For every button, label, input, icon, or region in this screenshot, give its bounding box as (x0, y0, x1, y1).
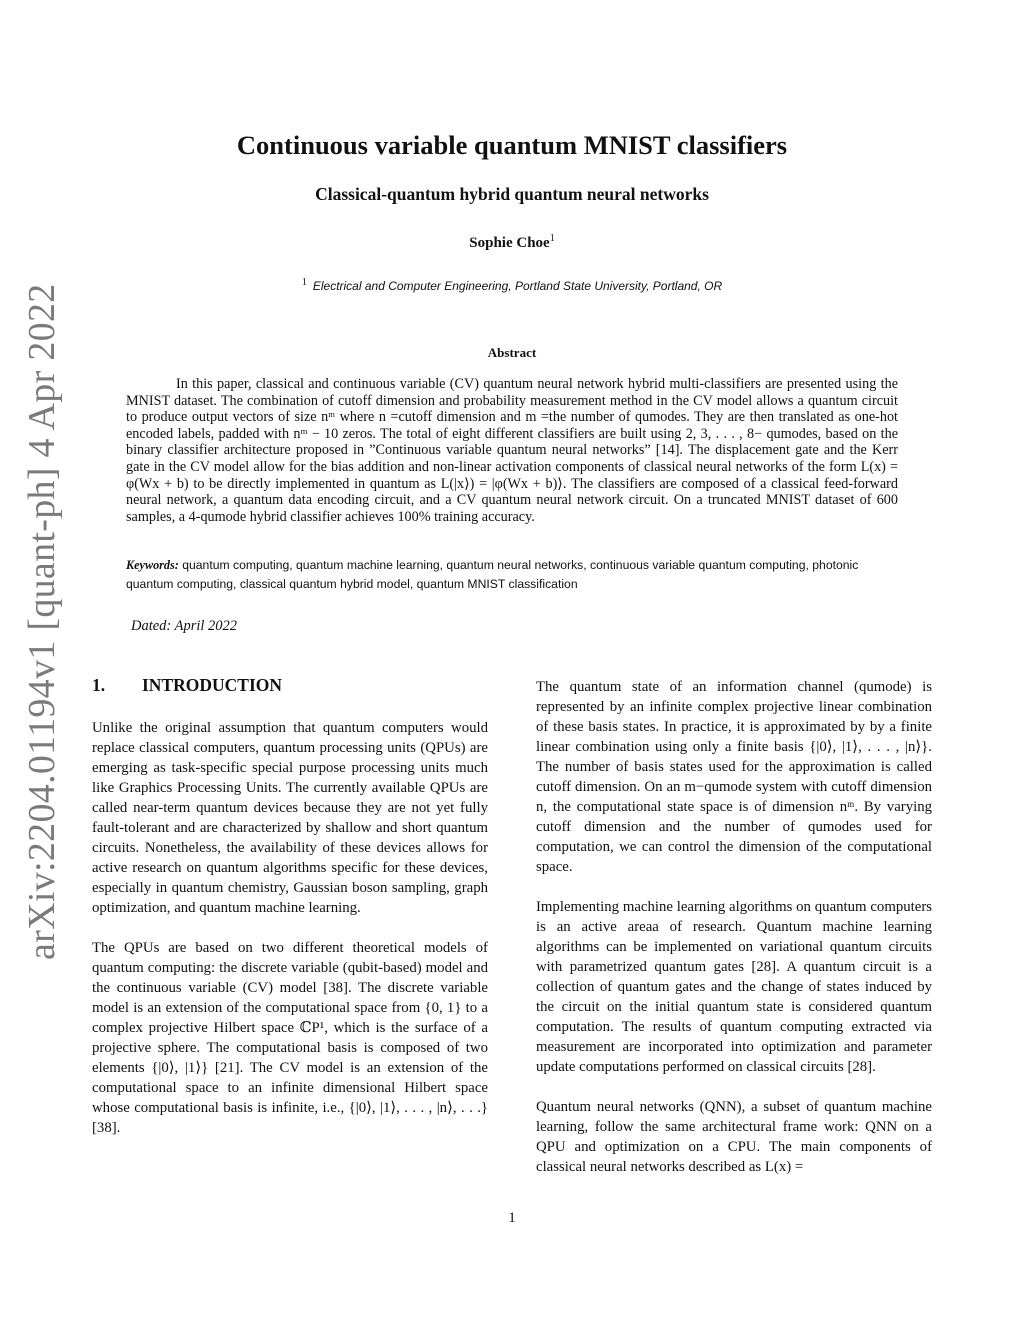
section-title: INTRODUCTION (142, 675, 283, 695)
keywords-text: quantum computing, quantum machine learning, quantum neural networks, continuous variable quantum computing, photonic quantum computing, classical quantum hybrid model, quantum MNIST classification (126, 558, 859, 591)
left-column (92, 718, 488, 1158)
paragraph: The quantum state of an information channel (qumode) is represented by an infinite complex projective linear combination of these basis states. In practice, it is approximated by by a finite linear combination using only a finite basis {|0⟩, |1⟩, . . . , |n⟩}. The number of basis states used for the approximation is called cutoff dimension. On an m−qumode system with cutoff dimension n, the computational state space is of dimension nᵐ. By varying cutoff dimension and the number of qumodes used for computation, we can control the dimension of the computational space. (536, 679, 932, 875)
right-column (536, 677, 932, 1197)
paragraph: Unlike the original assumption that quantum computers would replace classical computers, quantum processing units (QPUs) are emerging as task-specific special purpose processing units much like Graphics Processing Units. The currently available QPUs are called near-term quantum devices because they are not yet fully fault-tolerant and are characterized by shallow and short quantum circuits. Nonetheless, the availability of these devices allows for active research on quantum algorithms specific for these devices, especially in quantum chemistry, Gaussian boson sampling, graph optimization, and quantum machine learning. (92, 720, 488, 916)
paper-subtitle: Classical-quantum hybrid quantum neural networks (315, 184, 709, 204)
keywords (126, 556, 898, 594)
paragraph: Implementing machine learning algorithms on quantum computers is an active areaa of research. Quantum machine learning algorithms can be implemented on variational quantum circuits with parametrized quantum gates [28]. A quantum circuit is a collection of quantum gates and the change of states induced by the circuit on the initial quantum state is considered quantum computation. The results of quantum computing extracted via measurement are incorporated into optimization and parameter update computations performed on classical circuits [28]. (536, 899, 932, 1075)
paper-title: Continuous variable quantum MNIST classifiers (236, 130, 788, 160)
arxiv-stamp: arXiv:2204.01194v1 [quant-ph] 4 Apr 2022 (21, 283, 63, 960)
paragraph: Quantum neural networks (QNN), a subset of quantum machine learning, follow the same architectural frame work: QNN on a QPU and optimization on a CPU. The main components of classical neural networks described as L(x) = (536, 1099, 932, 1175)
section-number: 1. (92, 675, 106, 695)
affil-mark: 1 (301, 277, 307, 288)
author (0, 233, 1024, 252)
section-heading (92, 675, 282, 696)
paragraph: The QPUs are based on two different theoretical models of quantum computing: the discrete variable (qubit-based) model and the continuous variable (CV) model [38]. The discrete variable model is an extension of the computational space from {0, 1} to a complex projective Hilbert space ℂP¹, which is the surface of a projective sphere. The computational basis is composed of two elements {|0⟩, |1⟩} [21]. The CV model is an extension of the computational space to an infinite dimensional Hilbert space whose computational basis is infinite, i.e., {|0⟩, |1⟩, . . . , |n⟩, . . .} [38]. (92, 940, 488, 1136)
abstract (126, 376, 898, 525)
abstract-heading: Abstract (487, 345, 537, 360)
keywords-label: Keywords: (126, 558, 179, 572)
dated: Dated: April 2022 (131, 618, 238, 634)
page-number: 1 (508, 1210, 516, 1226)
author-name: Sophie Choe (469, 235, 550, 251)
affil-text: Electrical and Computer Engineering, Portland State University, Portland, OR (312, 279, 723, 293)
affiliation (0, 277, 1024, 294)
abstract-text: In this paper, classical and continuous variable (CV) quantum neural network hybrid multi-classifiers are presented using the MNIST dataset. The combination of cutoff dimension and probability measurement method in the CV model allows a quantum circuit to produce output vectors of size nᵐ where n =cutoff dimension and m =the number of qumodes. They are then translated as one-hot encoded labels, padded with nᵐ − 10 zeros. The total of eight different classifiers are built using 2, 3, . . . , 8− qumodes, based on the binary classifier architecture proposed in ”Continuous variable quantum neural networks” [14]. The displacement gate and the Kerr gate in the CV model allow for the bias addition and non-linear activation components of classical neural networks of the form L(x) = φ(Wx + b) to be directly implemented in quantum as L(|x⟩) = |φ(Wx + b)⟩. The classifiers are composed of a classical feed-forward neural network, a quantum data encoding circuit, and a CV quantum neural network circuit. On a truncated MNIST dataset of 600 samples, a 4-qumode hybrid classifier achieves 100% training accuracy. (126, 376, 898, 525)
author-affil-mark: 1 (549, 233, 555, 244)
